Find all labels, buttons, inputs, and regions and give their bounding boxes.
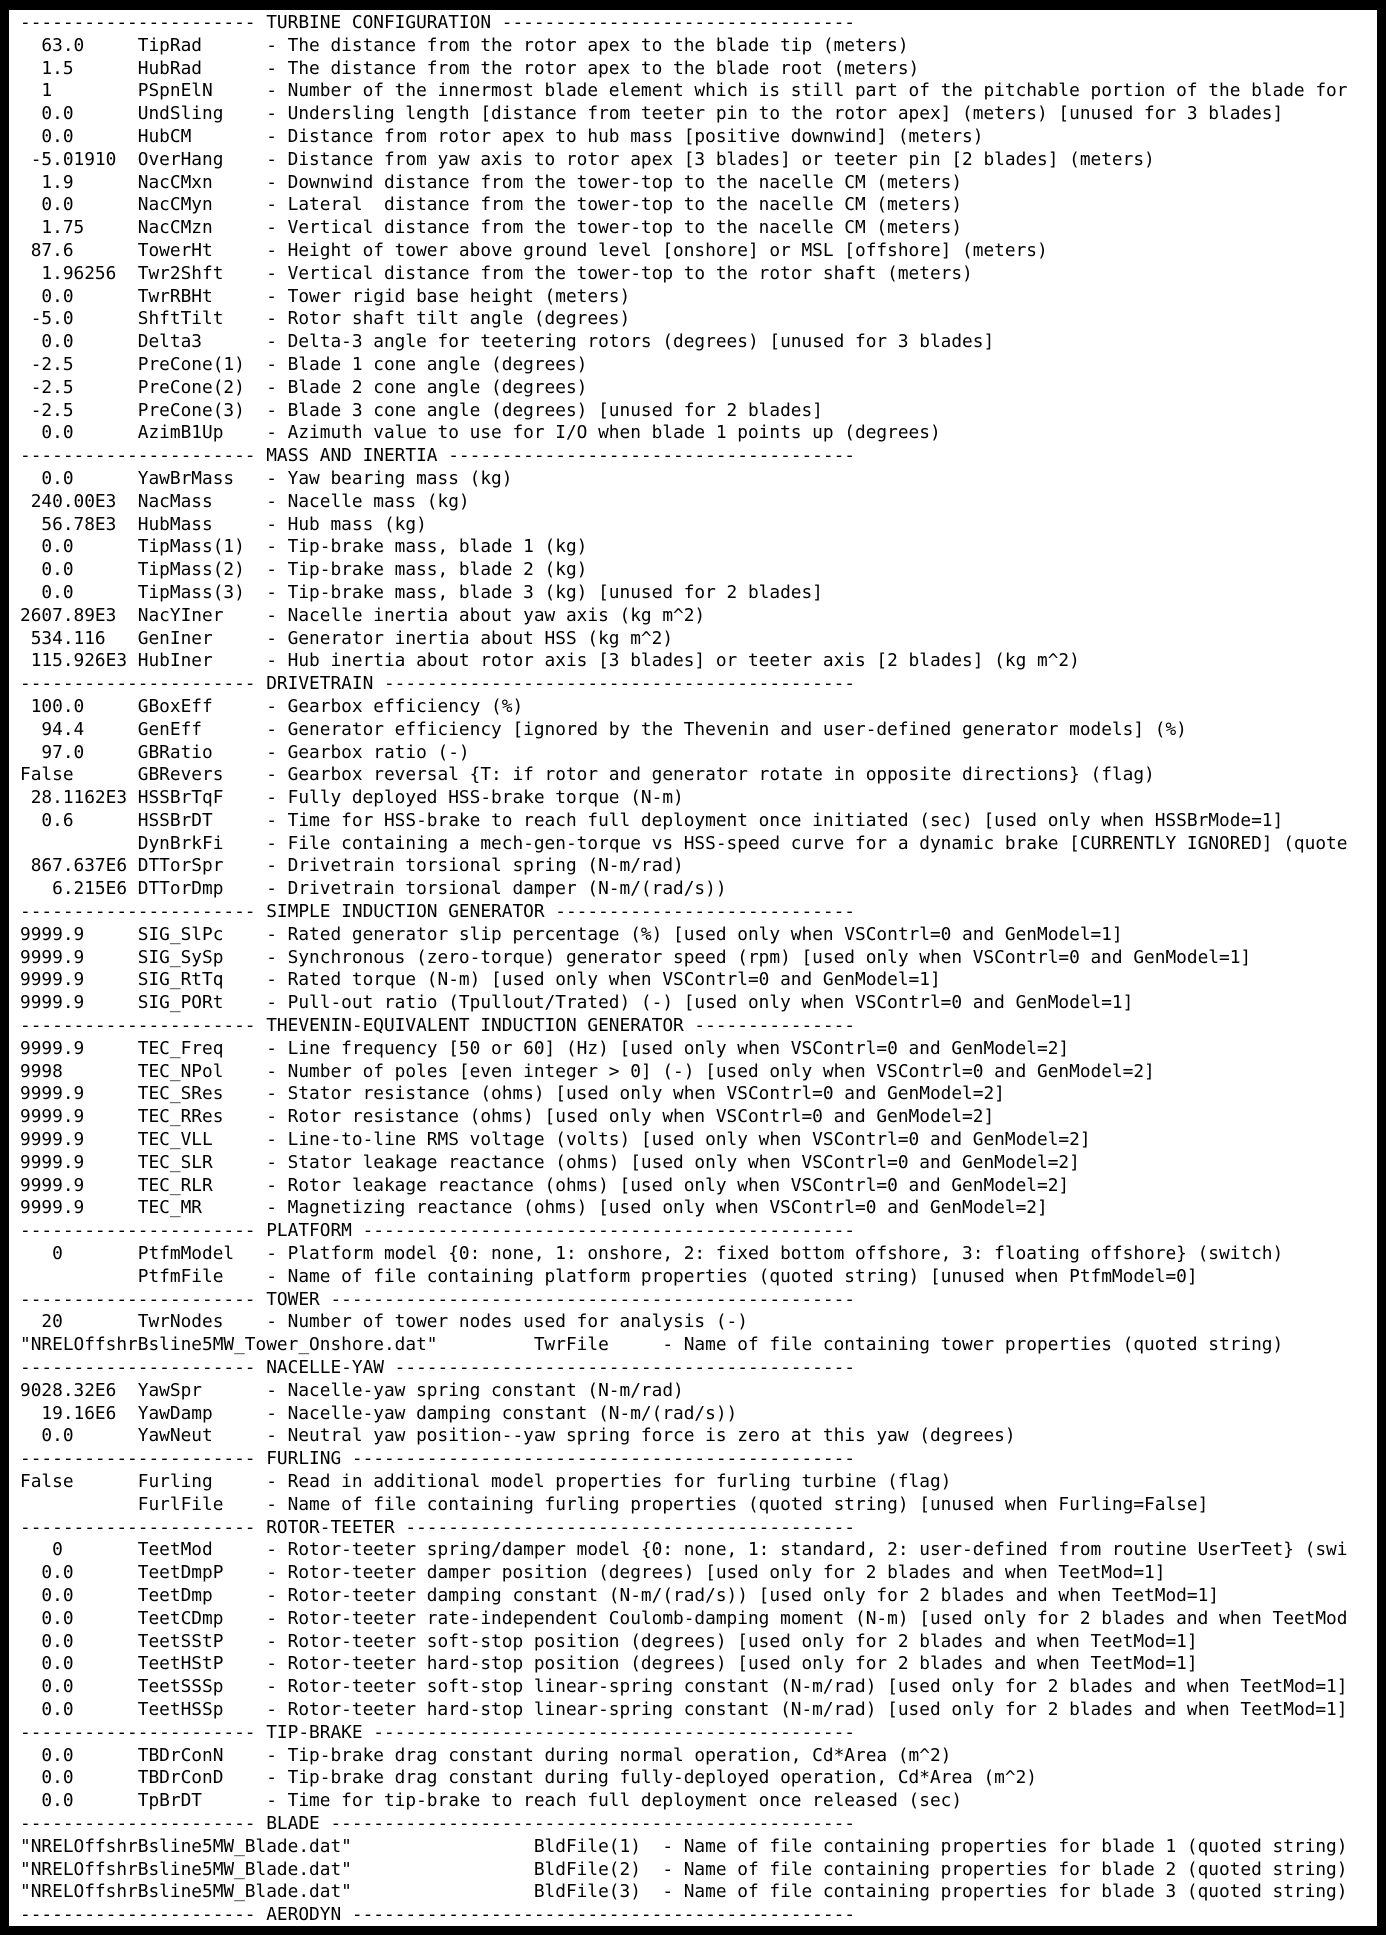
param-line-twrfile: "NRELOffshrBsline5MW_Tower_Onshore.dat" TwrFile - Name of file containing tower properties (quoted string) <box>20 1334 1284 1356</box>
param-line-tipmass-3: 0.0 TipMass(3) - Tip-brake mass, blade 3 (kg) [unused for 2 blades] <box>20 581 823 603</box>
section-header-drivetrain: ---------------------- DRIVETRAIN -------------------------------------------- <box>20 673 856 695</box>
param-line-sig-rttq: 9999.9 SIG_RtTq - Rated torque (N-m) [used only when VSContrl=0 and GenModel=1] <box>20 969 941 991</box>
param-line-tipmass-2: 0.0 TipMass(2) - Tip-brake mass, blade 2 (kg) <box>20 559 588 581</box>
param-line-teethssp: 0.0 TeetHSSp - Rotor-teeter hard-stop linear-spring constant (N-m/rad) [used only for 2 blades and when TeetMod=1] <box>20 1698 1348 1720</box>
param-line-bldfile-1: "NRELOffshrBsline5MW_Blade.dat" BldFile(1) - Name of file containing properties for blade 1 (quoted string) <box>20 1835 1348 1857</box>
param-line-teetdmpp: 0.0 TeetDmpP - Rotor-teeter damper position (degrees) [used only for 2 blades and when TeetMod=1] <box>20 1562 1166 1584</box>
param-line-yawbrmass: 0.0 YawBrMass - Yaw bearing mass (kg) <box>20 467 513 489</box>
param-line-bldfile-2: "NRELOffshrBsline5MW_Blade.dat" BldFile(2) - Name of file containing properties for blade 2 (quoted string) <box>20 1858 1348 1880</box>
param-line-naccmzn: 1.75 NacCMzn - Vertical distance from the tower-top to the nacelle CM (meters) <box>20 217 963 239</box>
param-line-hubmass: 56.78E3 HubMass - Hub mass (kg) <box>20 513 427 535</box>
param-line-yawdamp: 19.16E6 YawDamp - Nacelle-yaw damping constant (N-m/(rad/s)) <box>20 1402 738 1424</box>
param-line-teetsssp: 0.0 TeetSSSp - Rotor-teeter soft-stop linear-spring constant (N-m/rad) [used only for 2 blades and when TeetMod=1] <box>20 1676 1348 1698</box>
param-line-teetsstp: 0.0 TeetSStP - Rotor-teeter soft-stop position (degrees) [used only for 2 blades and when TeetMod=1] <box>20 1630 1198 1652</box>
section-header-tip-brake: ---------------------- TIP-BRAKE --------------------------------------------- <box>20 1721 856 1743</box>
param-line-gboxeff: 100.0 GBoxEff - Gearbox efficiency (%) <box>20 695 524 717</box>
param-line-tec-npol: 9998 TEC_NPol - Number of poles [even integer > 0] (-) [used only when VSContrl=0 and GenModel=2] <box>20 1060 1155 1082</box>
param-line-tbdrconn: 0.0 TBDrConN - Tip-brake drag constant during normal operation, Cd*Area (m^2) <box>20 1744 952 1766</box>
param-line-azimb1up: 0.0 AzimB1Up - Azimuth value to use for I/O when blade 1 points up (degrees) <box>20 422 941 444</box>
param-line-hssbrdt: 0.6 HSSBrDT - Time for HSS-brake to reach full deployment once initiated (sec) [used only when HSSBrMode=1] <box>20 809 1284 831</box>
section-header-nacelle-yaw: ---------------------- NACELLE-YAW ------------------------------------------- <box>20 1357 856 1379</box>
section-header-thevenin-equivalent-induction-generator: ---------------------- THEVENIN-EQUIVALENT INDUCTION GENERATOR --------------- <box>20 1015 856 1037</box>
param-line-tec-sres: 9999.9 TEC_SRes - Stator resistance (ohms) [used only when VSContrl=0 and GenModel=2] <box>20 1083 1005 1105</box>
param-line-tec-vll: 9999.9 TEC_VLL - Line-to-line RMS voltage (volts) [used only when VSContrl=0 and GenModel=2] <box>20 1129 1091 1151</box>
param-line-hubcm: 0.0 HubCM - Distance from rotor apex to hub mass [positive downwind] (meters) <box>20 125 984 147</box>
param-line-tpbrdt: 0.0 TpBrDT - Time for tip-brake to reach full deployment once released (sec) <box>20 1790 963 1812</box>
param-line-hubiner: 115.926E3 HubIner - Hub inertia about rotor axis [3 blades] or teeter axis [2 blades] (kg m^2) <box>20 650 1080 672</box>
param-line-pspneln: 1 PSpnElN - Number of the innermost blade element which is still part of the pitchable portion of the blade for <box>20 80 1348 102</box>
param-line-furling: False Furling - Read in additional model properties for furling turbine (flag) <box>20 1471 952 1492</box>
param-line-furlfile: FurlFile - Name of file containing furling properties (quoted string) [unused when Furling=False] <box>20 1493 1209 1515</box>
param-line-tbdrcond: 0.0 TBDrConD - Tip-brake drag constant during fully-deployed operation, Cd*Area (m^2) <box>20 1767 1037 1789</box>
param-line-gbratio: 97.0 GBRatio - Gearbox ratio (-) <box>20 741 470 763</box>
param-line-hubrad: 1.5 HubRad - The distance from the rotor apex to the blade root (meters) <box>20 57 920 79</box>
param-line-undsling: 0.0 UndSling - Undersling length [distance from teeter pin to the rotor apex] (meters) [unused for 3 blades] <box>20 103 1284 125</box>
param-line-twrnodes: 20 TwrNodes - Number of tower nodes used for analysis (-) <box>20 1311 748 1333</box>
param-line-yawneut: 0.0 YawNeut - Neutral yaw position--yaw spring force is zero at this yaw (degrees) <box>20 1425 1016 1447</box>
param-line-ptfmmodel: 0 PtfmModel - Platform model {0: none, 1: onshore, 2: fixed bottom offshore, 3: floating offshore} (switch) <box>20 1243 1284 1265</box>
param-line-precone-3: -2.5 PreCone(3) - Blade 3 cone angle (degrees) [unused for 2 blades] <box>20 399 823 421</box>
param-line-teetcdmp: 0.0 TeetCDmp - Rotor-teeter rate-independent Coulomb-damping moment (N-m) [used only for 2 blades and when TeetMod <box>20 1607 1348 1629</box>
param-line-tec-rres: 9999.9 TEC_RRes - Rotor resistance (ohms) [used only when VSContrl=0 and GenModel=2] <box>20 1106 995 1128</box>
param-line-geniner: 534.116 GenIner - Generator inertia about HSS (kg m^2) <box>20 627 674 649</box>
param-line-twr2shft: 1.96256 Twr2Shft - Vertical distance from the tower-top to the rotor shaft (meters) <box>20 262 973 284</box>
param-line-dynbrkfi: DynBrkFi - File containing a mech-gen-torque vs HSS-speed curve for a dynamic brake [CURRENTLY IGNORED] (quote <box>20 832 1348 854</box>
param-line-shfttilt: -5.0 ShftTilt - Rotor shaft tilt angle (degrees) <box>20 308 631 330</box>
param-line-tipmass-1: 0.0 TipMass(1) - Tip-brake mass, blade 1 (kg) <box>20 536 588 558</box>
param-line-tec-freq: 9999.9 TEC_Freq - Line frequency [50 or 60] (Hz) [used only when VSContrl=0 and GenModel=2] <box>20 1037 1070 1059</box>
param-line-ptfmfile: PtfmFile - Name of file containing platform properties (quoted string) [unused when PtfmModel=0] <box>20 1265 1198 1287</box>
param-line-yawspr: 9028.32E6 YawSpr - Nacelle-yaw spring constant (N-m/rad) <box>20 1379 684 1401</box>
section-header-rotor-teeter: ---------------------- ROTOR-TEETER ------------------------------------------ <box>20 1516 856 1538</box>
param-line-teethstp: 0.0 TeetHStP - Rotor-teeter hard-stop position (degrees) [used only for 2 blades and when TeetMod=1] <box>20 1653 1198 1675</box>
param-line-geneff: 94.4 GenEff - Generator efficiency [ignored by the Thevenin and user-defined generator models] (%) <box>20 718 1187 740</box>
param-line-tec-mr: 9999.9 TEC_MR - Magnetizing reactance (ohms) [used only when VSContrl=0 and GenModel=2] <box>20 1197 1048 1219</box>
param-line-twrrbht: 0.0 TwrRBHt - Tower rigid base height (meters) <box>20 285 631 307</box>
section-header-mass-and-inertia: ---------------------- MASS AND INERTIA -------------------------------------- <box>20 445 856 467</box>
param-line-tec-rlr: 9999.9 TEC_RLR - Rotor leakage reactance (ohms) [used only when VSContrl=0 and GenModel=2] <box>20 1174 1070 1196</box>
param-line-naccmyn: 0.0 NacCMyn - Lateral distance from the tower-top to the nacelle CM (meters) <box>20 194 963 216</box>
section-header-aerodyn: ---------------------- AERODYN ----------------------------------------------- <box>20 1904 856 1926</box>
param-line-nacmass: 240.00E3 NacMass - Nacelle mass (kg) <box>20 490 470 512</box>
param-line-teetdmp: 0.0 TeetDmp - Rotor-teeter damping constant (N-m/(rad/s)) [used only for 2 blades and when TeetMod=1] <box>20 1584 1219 1606</box>
file-content <box>9 10 1377 1927</box>
param-line-teetmod: 0 TeetMod - Rotor-teeter spring/damper model {0: none, 1: standard, 2: user-defined from routine UserTeet} (swi <box>20 1539 1348 1561</box>
param-line-sig-slpc: 9999.9 SIG_SlPc - Rated generator slip percentage (%) [used only when VSContrl=0 and GenModel=1] <box>20 923 1123 945</box>
param-line-delta3: 0.0 Delta3 - Delta-3 angle for teetering rotors (degrees) [unused for 3 blades] <box>20 331 995 353</box>
param-line-precone-1: -2.5 PreCone(1) - Blade 1 cone angle (degrees) <box>20 353 588 375</box>
param-line-sig-sysp: 9999.9 SIG_SySp - Synchronous (zero-torque) generator speed (rpm) [used only when VSContrl=0 and GenModel=1] <box>20 946 1252 968</box>
param-line-hssbrtqf: 28.1162E3 HSSBrTqF - Fully deployed HSS-brake torque (N-m) <box>20 787 684 809</box>
param-line-dttorspr: 867.637E6 DTTorSpr - Drivetrain torsional spring (N-m/rad) <box>20 855 684 877</box>
param-line-tiprad: 63.0 TipRad - The distance from the rotor apex to the blade tip (meters) <box>20 34 909 56</box>
section-header-furling: ---------------------- FURLING ----------------------------------------------- <box>20 1448 856 1470</box>
param-line-naccmxn: 1.9 NacCMxn - Downwind distance from the tower-top to the nacelle CM (meters) <box>20 171 963 193</box>
section-header-blade: ---------------------- BLADE ------------------------------------------------- <box>20 1812 856 1834</box>
section-header-tower: ---------------------- TOWER ------------------------------------------------- <box>20 1288 856 1310</box>
section-header-platform: ---------------------- PLATFORM ---------------------------------------------- <box>20 1220 856 1242</box>
param-line-gbrevers: False GBRevers - Gearbox reversal {T: if rotor and generator rotate in opposite directions} (flag) <box>20 764 1155 786</box>
section-header-turbine-configuration: ---------------------- TURBINE CONFIGURATION --------------------------------- <box>20 12 856 33</box>
param-line-towerht: 87.6 TowerHt - Height of tower above ground level [onshore] or MSL [offshore] (meters) <box>20 239 1048 261</box>
param-line-nacyiner: 2607.89E3 NacYIner - Nacelle inertia about yaw axis (kg m^2) <box>20 604 706 626</box>
param-line-dttordmp: 6.215E6 DTTorDmp - Drivetrain torsional damper (N-m/(rad/s)) <box>20 878 727 900</box>
param-line-overhang: -5.01910 OverHang - Distance from yaw axis to rotor apex [3 blades] or teeter pin [2 blades] (meters) <box>20 148 1155 170</box>
param-line-bldfile-3: "NRELOffshrBsline5MW_Blade.dat" BldFile(3) - Name of file containing properties for blade 3 (quoted string) <box>20 1881 1348 1903</box>
param-line-tec-slr: 9999.9 TEC_SLR - Stator leakage reactance (ohms) [used only when VSContrl=0 and GenModel=2] <box>20 1151 1080 1173</box>
section-header-simple-induction-generator: ---------------------- SIMPLE INDUCTION GENERATOR ---------------------------- <box>20 901 856 923</box>
param-line-sig-port: 9999.9 SIG_PORt - Pull-out ratio (Tpullout/Trated) (-) [used only when VSContrl=0 and GenModel=1] <box>20 992 1134 1014</box>
param-line-precone-2: -2.5 PreCone(2) - Blade 2 cone angle (degrees) <box>20 376 588 398</box>
